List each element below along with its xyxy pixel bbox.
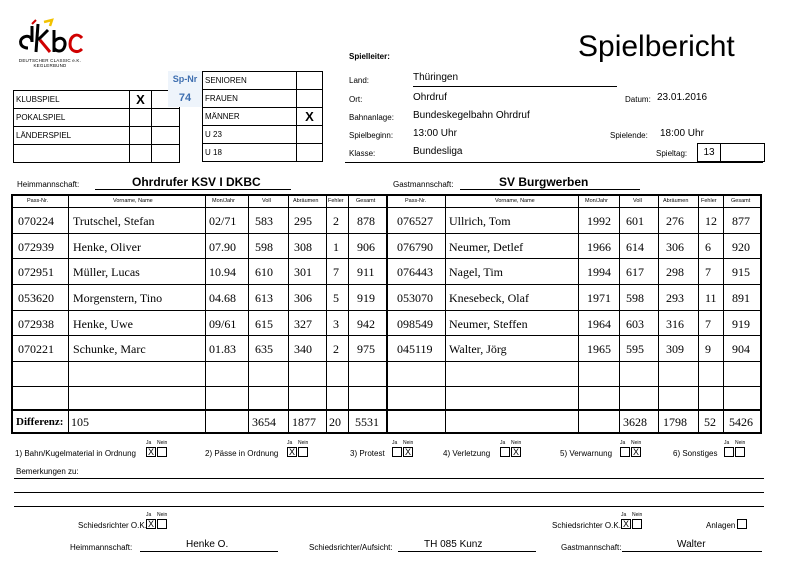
home-team-underline: [95, 189, 291, 190]
schiri-ok-nein-box-left[interactable]: [157, 519, 167, 529]
schiri-ok-label-left: Schiedsrichter O.K.: [78, 521, 147, 530]
bemerkungen-label: Bemerkungen zu:: [16, 467, 79, 476]
grid-hline: [13, 207, 760, 208]
guest-player-voll[interactable]: 595: [626, 342, 644, 356]
col-header-name-home: Vorname, Name: [113, 198, 153, 204]
grid-vline: [578, 196, 579, 432]
spielleiter-label: Spielleiter:: [349, 52, 390, 61]
guest-player-fehler[interactable]: 7: [705, 317, 711, 331]
check-ja-label: Ja: [287, 440, 293, 446]
home-player-voll[interactable]: 635: [255, 342, 273, 356]
anlagen-box[interactable]: [737, 519, 747, 529]
home-player-name[interactable]: Morgenstern, Tino: [73, 291, 163, 305]
guest-player-abr[interactable]: 316: [666, 317, 684, 331]
schiri-ok-nein-label-left: Nein: [157, 512, 168, 518]
category-u18: U 18: [203, 144, 297, 162]
guest-player-fehler[interactable]: 11: [705, 291, 717, 305]
land-label: Land:: [349, 76, 370, 85]
guest-player-gesamt[interactable]: 904: [732, 342, 750, 356]
guest-total-voll: 3628: [623, 415, 647, 429]
home-player-gesamt[interactable]: 975: [357, 342, 375, 356]
bemerkungen-line-3[interactable]: [14, 506, 764, 507]
col-header-abr-home: Abräumen: [293, 198, 319, 204]
check-nein-box[interactable]: [735, 447, 745, 457]
home-player-gesamt[interactable]: 906: [357, 240, 375, 254]
check-ja-label: Ja: [724, 440, 730, 446]
gast-sign-line: [622, 551, 762, 552]
home-player-name[interactable]: Henke, Uwe: [73, 317, 133, 331]
guest-player-abr[interactable]: 293: [666, 291, 684, 305]
check-item-label: 1) Bahn/Kugelmaterial in Ordnung: [15, 449, 136, 458]
home-player-abr[interactable]: 340: [294, 342, 312, 356]
home-player-voll[interactable]: 613: [255, 291, 273, 305]
guest-player-gesamt[interactable]: 919: [732, 317, 750, 331]
check-nein-box[interactable]: X: [404, 447, 411, 457]
home-player-voll[interactable]: 610: [255, 265, 273, 279]
home-player-name[interactable]: Müller, Lucas: [73, 265, 140, 279]
check-nein-label: Nein: [298, 440, 309, 446]
check-nein-box[interactable]: X: [512, 447, 519, 457]
check-nein-box[interactable]: [157, 447, 167, 457]
guest-player-name[interactable]: Walter, Jörg: [449, 342, 507, 356]
check-nein-label: Nein: [631, 440, 642, 446]
results-grid: [11, 194, 762, 434]
heim-sign-line: [140, 551, 278, 552]
game-type-blank: [14, 145, 130, 163]
home-player-fehler[interactable]: 2: [333, 342, 339, 356]
guest-player-abr[interactable]: 306: [666, 240, 684, 254]
home-team-name[interactable]: Ohrdrufer KSV I DKBC: [132, 175, 261, 189]
check-ja-box[interactable]: [620, 447, 630, 457]
schiri-ok-nein-box-right[interactable]: [632, 519, 642, 529]
home-total-voll: 3654: [252, 415, 276, 429]
check-ja-box[interactable]: X: [147, 447, 154, 457]
guest-player-voll[interactable]: 617: [626, 265, 644, 279]
guest-player-name[interactable]: Neumer, Detlef: [449, 240, 524, 254]
home-player-abr[interactable]: 306: [294, 291, 312, 305]
check-item-label: 6) Sonstiges: [673, 449, 718, 458]
grid-hline: [13, 310, 760, 311]
difference-label: Differenz:: [16, 416, 64, 428]
spielende-label: Spielende:: [610, 131, 648, 140]
spielbeginn-label: Spielbeginn:: [349, 131, 394, 140]
bemerkungen-line-2[interactable]: [14, 492, 764, 493]
home-player-name[interactable]: Trutschel, Stefan: [73, 214, 155, 228]
schiri-ok-label-right: Schiedsrichter O.K.: [552, 521, 621, 530]
ort-label: Ort:: [349, 95, 363, 104]
category-frauen: FRAUEN: [203, 90, 297, 108]
home-total-abr: 1877: [292, 415, 316, 429]
game-type-laenderspiel: LÄNDERSPIEL: [14, 127, 130, 145]
home-player-pass[interactable]: 070221: [18, 342, 54, 356]
guest-player-pass[interactable]: 076790: [397, 240, 433, 254]
grid-hline: [13, 233, 760, 234]
guest-player-fehler[interactable]: 12: [705, 214, 717, 228]
logo-line2: KEGLERBUND: [33, 63, 67, 68]
grid-vline: [205, 196, 206, 432]
game-type-empty: [152, 127, 180, 145]
home-player-date[interactable]: 01.83: [209, 342, 236, 356]
bahnanlage-label: Bahnanlage:: [349, 113, 394, 122]
col-header-pass-guest: Pass-Nr.: [405, 198, 427, 204]
home-player-pass[interactable]: 072939: [18, 240, 54, 254]
home-total-fehler: 20: [329, 415, 341, 429]
check-item-label: 5) Verwarnung: [560, 449, 613, 458]
guest-total-gesamt: 5426: [729, 415, 753, 429]
klasse-field[interactable]: Bundesliga: [413, 146, 463, 157]
grid-hline-totals: [13, 409, 760, 411]
check-item-label: 3) Protest: [350, 449, 385, 458]
guest-player-date[interactable]: 1966: [587, 240, 611, 254]
grid-vline: [348, 196, 349, 432]
spielbeginn-field[interactable]: 13:00 Uhr: [413, 128, 457, 139]
col-header-gesamt-home: Gesamt: [356, 198, 376, 204]
home-player-date[interactable]: 10.94: [209, 265, 236, 279]
guest-player-gesamt[interactable]: 891: [732, 291, 750, 305]
category-frauen-mark[interactable]: [297, 90, 323, 108]
home-player-voll[interactable]: 598: [255, 240, 273, 254]
home-player-date[interactable]: 07.90: [209, 240, 236, 254]
guest-player-abr[interactable]: 309: [666, 342, 684, 356]
guest-player-date[interactable]: 1971: [587, 291, 611, 305]
check-ja-label: Ja: [500, 440, 506, 446]
land-field[interactable]: Thüringen: [413, 72, 617, 87]
difference-value: 105: [71, 415, 89, 429]
home-player-voll[interactable]: 615: [255, 317, 273, 331]
grid-vline-center: [386, 196, 388, 432]
check-nein-box[interactable]: [298, 447, 308, 457]
guest-player-pass[interactable]: 098549: [397, 317, 433, 331]
game-type-empty: [152, 145, 180, 163]
schiri-ok-ja-label-right: Ja: [621, 512, 627, 518]
gast-signature[interactable]: Walter: [677, 539, 706, 550]
category-maenner-mark[interactable]: X: [297, 108, 323, 126]
check-ja-label: Ja: [146, 440, 152, 446]
grid-hline: [13, 386, 760, 387]
guest-player-pass[interactable]: 076527: [397, 214, 433, 228]
col-header-fehler-guest: Fehler: [701, 198, 717, 204]
check-nein-label: Nein: [511, 440, 522, 446]
col-header-gesamt-guest: Gesamt: [731, 198, 751, 204]
category-table: [202, 71, 323, 162]
home-team-label: Heimmannschaft:: [17, 180, 80, 189]
col-header-date-guest: Mon/Jahr: [585, 198, 608, 204]
guest-player-voll[interactable]: 603: [626, 317, 644, 331]
game-type-blank-mark[interactable]: [130, 145, 152, 163]
grid-vline: [445, 196, 446, 432]
col-header-voll-guest: Voll: [633, 198, 642, 204]
datum-label: Datum:: [625, 95, 651, 104]
guest-player-gesamt[interactable]: 915: [732, 265, 750, 279]
guest-player-pass[interactable]: 076443: [397, 265, 433, 279]
game-type-klubspiel-mark[interactable]: X: [130, 91, 152, 109]
grid-vline: [68, 196, 69, 432]
schiri-signature[interactable]: TH 085 Kunz: [424, 539, 483, 550]
game-type-klubspiel: KLUBSPIEL: [14, 91, 130, 109]
guest-team-underline: [460, 189, 640, 190]
grid-hline: [13, 361, 760, 362]
klasse-label: Klasse:: [349, 149, 376, 158]
home-player-gesamt[interactable]: 942: [357, 317, 375, 331]
home-player-name[interactable]: Schunke, Marc: [73, 342, 146, 356]
spielende-field[interactable]: 18:00 Uhr: [660, 128, 704, 139]
guest-player-voll[interactable]: 614: [626, 240, 644, 254]
home-player-pass[interactable]: 072938: [18, 317, 54, 331]
dkbc-logo-graphic: [14, 18, 86, 58]
anlagen-label: Anlagen: [706, 521, 736, 530]
grid-vline: [248, 196, 249, 432]
game-type-pokalspiel-mark[interactable]: [130, 109, 152, 127]
home-player-name[interactable]: Henke, Oliver: [73, 240, 141, 254]
home-player-abr[interactable]: 308: [294, 240, 312, 254]
check-ja-box[interactable]: X: [288, 447, 295, 457]
check-nein-label: Nein: [157, 440, 168, 446]
col-header-date-home: Mon/Jahr: [212, 198, 235, 204]
bemerkungen-line-1[interactable]: [14, 478, 764, 479]
col-header-pass-home: Pass-Nr.: [27, 198, 49, 204]
guest-player-voll[interactable]: 598: [626, 291, 644, 305]
check-ja-box[interactable]: [724, 447, 734, 457]
home-player-fehler[interactable]: 2: [333, 214, 339, 228]
home-player-date[interactable]: 02/71: [209, 214, 237, 228]
sp-nr-label: Sp-Nr: [168, 71, 202, 89]
spieltag-extra-box: [721, 143, 765, 162]
col-header-abr-guest: Abräumen: [663, 198, 689, 204]
logo-line1: DEUTSCHER CLASSIC e.K.: [18, 58, 82, 63]
guest-player-gesamt[interactable]: 920: [732, 240, 750, 254]
guest-player-name[interactable]: Nagel, Tim: [449, 265, 504, 279]
home-player-pass[interactable]: 072951: [18, 265, 54, 279]
home-player-date[interactable]: 04.68: [209, 291, 236, 305]
grid-hline: [13, 258, 760, 259]
check-item-label: 4) Verletzung: [443, 449, 491, 458]
check-ja-box[interactable]: [500, 447, 510, 457]
check-item-label: 2) Pässe in Ordnung: [205, 449, 279, 458]
guest-player-fehler[interactable]: 6: [705, 240, 711, 254]
home-player-gesamt[interactable]: 878: [357, 214, 375, 228]
grid-hline: [13, 284, 760, 285]
gast-sign-label: Gastmannschaft:: [561, 543, 622, 552]
guest-player-date[interactable]: 1994: [587, 265, 611, 279]
home-player-fehler[interactable]: 5: [333, 291, 339, 305]
home-player-pass[interactable]: 053620: [18, 291, 54, 305]
guest-player-name[interactable]: Knesebeck, Olaf: [449, 291, 529, 305]
category-senioren: SENIOREN: [203, 72, 297, 90]
guest-player-fehler[interactable]: 7: [705, 265, 711, 279]
grid-hline: [13, 335, 760, 336]
col-header-voll-home: Voll: [262, 198, 271, 204]
home-player-voll[interactable]: 583: [255, 214, 273, 228]
grid-vline: [723, 196, 724, 432]
schiri-ok-ja-box-left[interactable]: X: [147, 519, 154, 529]
check-ja-label: Ja: [620, 440, 626, 446]
home-player-fehler[interactable]: 7: [333, 265, 339, 279]
guest-player-fehler[interactable]: 9: [705, 342, 711, 356]
guest-player-date[interactable]: 1964: [587, 317, 611, 331]
home-player-fehler[interactable]: 3: [333, 317, 339, 331]
guest-player-abr[interactable]: 298: [666, 265, 684, 279]
guest-total-abr: 1798: [663, 415, 687, 429]
home-player-date[interactable]: 09/61: [209, 317, 237, 331]
schiri-ok-nein-label-right: Nein: [632, 512, 643, 518]
home-player-abr[interactable]: 301: [294, 265, 312, 279]
game-type-laenderspiel-mark[interactable]: [130, 127, 152, 145]
heim-signature[interactable]: Henke O.: [186, 539, 229, 550]
guest-player-date[interactable]: 1965: [587, 342, 611, 356]
grid-vline: [619, 196, 620, 432]
check-nein-box[interactable]: X: [632, 447, 639, 457]
guest-player-abr[interactable]: 276: [666, 214, 684, 228]
category-u23-mark[interactable]: [297, 126, 323, 144]
header-divider: [345, 162, 763, 163]
guest-player-voll[interactable]: 601: [626, 214, 644, 228]
schiri-sign-label: Schiedsrichter/Aufsicht:: [309, 543, 393, 552]
page-title: Spielbericht: [578, 30, 735, 63]
ort-field[interactable]: Ohrdruf: [413, 92, 447, 103]
home-player-abr[interactable]: 327: [294, 317, 312, 331]
check-nein-label: Nein: [403, 440, 414, 446]
guest-total-fehler: 52: [704, 415, 716, 429]
game-type-table: [13, 90, 180, 163]
schiri-ok-ja-box-right[interactable]: X: [622, 519, 629, 529]
check-ja-box[interactable]: [392, 447, 402, 457]
guest-player-date[interactable]: 1992: [587, 214, 611, 228]
col-header-fehler-home: Fehler: [328, 198, 344, 204]
sp-nr-value[interactable]: 74: [168, 89, 202, 107]
dkbc-logo: [14, 18, 86, 70]
home-player-abr[interactable]: 295: [294, 214, 312, 228]
grid-vline: [658, 196, 659, 432]
game-type-pokalspiel: POKALSPIEL: [14, 109, 130, 127]
home-player-fehler[interactable]: 1: [333, 240, 339, 254]
home-total-gesamt: 5531: [355, 415, 379, 429]
guest-player-pass[interactable]: 053070: [397, 291, 433, 305]
check-nein-label: Nein: [735, 440, 746, 446]
guest-team-name[interactable]: SV Burgwerben: [499, 175, 589, 189]
guest-player-name[interactable]: Ullrich, Tom: [449, 214, 511, 228]
guest-player-name[interactable]: Neumer, Steffen: [449, 317, 528, 331]
grid-vline: [698, 196, 699, 432]
schiri-ok-ja-label-left: Ja: [146, 512, 152, 518]
grid-vline: [288, 196, 289, 432]
check-ja-label: Ja: [392, 440, 398, 446]
schiri-sign-line: [398, 551, 536, 552]
category-u23: U 23: [203, 126, 297, 144]
game-type-empty: [152, 109, 180, 127]
home-player-pass[interactable]: 070224: [18, 214, 54, 228]
category-maenner: MÄNNER: [203, 108, 297, 126]
spieltag-label: Spieltag:: [656, 149, 688, 158]
category-senioren-mark[interactable]: [297, 72, 323, 90]
guest-player-pass[interactable]: 045119: [397, 342, 433, 356]
checks-row: [12, 440, 772, 464]
col-header-name-guest: Vorname, Name: [495, 198, 535, 204]
guest-player-gesamt[interactable]: 877: [732, 214, 750, 228]
grid-vline: [326, 196, 327, 432]
home-player-gesamt[interactable]: 919: [357, 291, 375, 305]
heim-sign-label: Heimmannschaft:: [70, 543, 133, 552]
spieltag-field[interactable]: 13: [697, 143, 721, 162]
category-u18-mark[interactable]: [297, 144, 323, 162]
home-player-gesamt[interactable]: 911: [357, 265, 375, 279]
guest-team-label: Gastmannschaft:: [393, 180, 454, 189]
bahnanlage-field[interactable]: Bundeskegelbahn Ohrdruf: [413, 110, 530, 121]
datum-field[interactable]: 23.01.2016: [657, 92, 708, 103]
